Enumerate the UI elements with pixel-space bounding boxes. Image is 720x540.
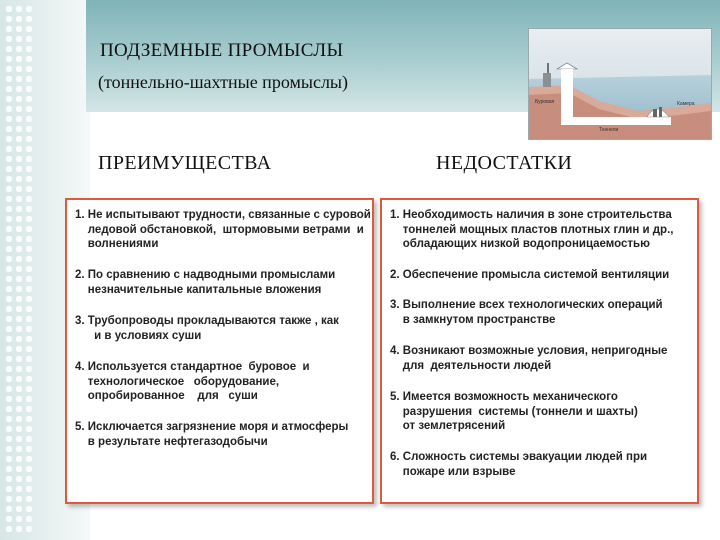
chamber-equipment xyxy=(653,109,657,117)
advantage-item-2: 2. По сравнению с надводными промыслами незначительные капитальные вложения xyxy=(75,269,336,296)
advantages-heading: ПРЕИМУЩЕСТВА xyxy=(98,152,272,174)
disadvantages-panel xyxy=(380,198,699,504)
disadvantage-item-1: 1. Необходимость наличия в зоне строительства тоннелей мощных пластов плотных глин и др., обладающих низкой водопроницаемостью xyxy=(390,209,674,250)
shaft xyxy=(561,69,573,121)
disadvantage-item-4: 4. Возникают возможные условия, непригодные для деятельности людей xyxy=(390,345,668,372)
disadvantages-heading: НЕДОСТАТКИ xyxy=(436,152,573,174)
label-drilling: Буровая xyxy=(535,99,555,105)
disadvantage-item-5: 5. Имеется возможность механического разрушения системы (тоннели и шахты) от землетрясений xyxy=(390,391,638,432)
disadvantage-item-6: 6. Сложность системы эвакуации людей при пожаре или взрыве xyxy=(390,451,648,478)
slide-title: ПОДЗЕМНЫЕ ПРОМЫСЛЫ xyxy=(100,40,344,61)
disadvantage-item-2: 2. Обеспечение промысла системой вентиляции xyxy=(390,269,670,281)
slide-subtitle: (тоннельно-шахтные промыслы) xyxy=(98,72,349,92)
advantage-item-3: 3. Трубопроводы прокладываются также , как и в условиях суши xyxy=(75,315,339,342)
advantages-panel xyxy=(65,198,374,504)
tunnel xyxy=(561,117,671,125)
underground-field-illustration xyxy=(528,28,712,140)
label-chamber: Камера xyxy=(677,101,695,107)
onshore-rig xyxy=(543,73,551,87)
rig-mast xyxy=(547,63,549,73)
label-tunnels: Тоннели xyxy=(599,127,619,133)
advantage-item-4: 4. Используется стандартное буровое и технологическое оборудование, опробированное для суши xyxy=(75,361,310,402)
chamber-equipment xyxy=(659,107,662,117)
dot-grid-pattern xyxy=(4,4,34,536)
advantage-item-1: 1. Не испытывают трудности, связанные с суровой ледовой обстановкой, штормовыми ветрами и волнениями xyxy=(75,209,371,250)
disadvantage-item-3: 3. Выполнение всех технологических операций в замкнутом пространстве xyxy=(390,299,663,326)
advantage-item-5: 5. Исключается загрязнение моря и атмосферы в результате нефтегазодобычи xyxy=(75,421,349,448)
